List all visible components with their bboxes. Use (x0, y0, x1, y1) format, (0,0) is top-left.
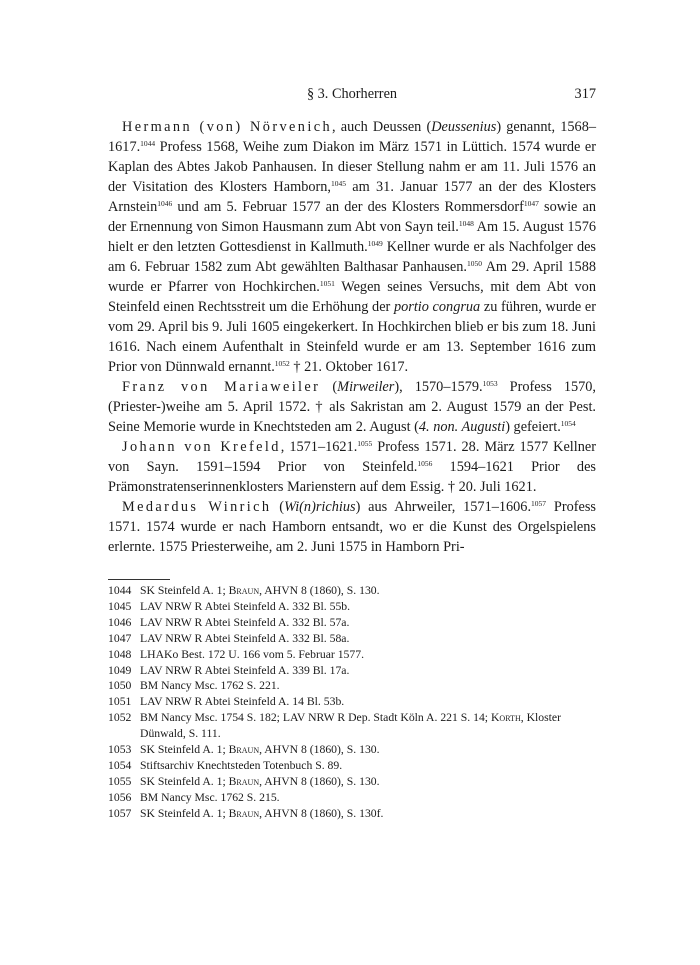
footnote-separator (108, 579, 170, 580)
footnote-number: 1055 (108, 774, 132, 788)
running-title: § 3. Chorherren (306, 86, 398, 102)
text-run: am 31. Januar 1577 an der des Klosters Arnstein (108, 179, 597, 215)
footnote-text (140, 806, 596, 822)
footnote-text (140, 742, 596, 758)
text-run: † 21. Oktober 1617. (289, 359, 409, 375)
footnote-number: 1057 (108, 806, 132, 820)
footnote-ref: 1050 (466, 259, 482, 268)
footnote (108, 631, 596, 647)
footnote-text (140, 583, 596, 599)
text-run: LHAKo Best. 172 U. 166 vom 5. Februar 1577. (140, 647, 364, 661)
text-run: SK Steinfeld A. 1; (140, 806, 229, 820)
text-run: Profess 1571. 28. März 1577 Kellner von Sayn. 1591–1594 Prior von Steinfeld. (108, 439, 596, 475)
text-run: ) gefeiert. (505, 419, 561, 435)
text-run: , 1571–1621. (280, 439, 358, 455)
text-run: Profess 1571. 1574 wurde er nach Hamborn entsandt, wo er die Kunst des Orgelspielens erlernte. 1575 Priesterweihe, am 2. Juni 1575 in Hamborn Pri- (108, 499, 596, 555)
text-run: Am 15. August 1576 hielt er den letzten Gottesdienst in Kallmuth. (108, 219, 597, 255)
footnote-text (140, 663, 596, 679)
text-run: LAV NRW R Abtei Steinfeld A. 332 Bl. 58a. (140, 631, 350, 645)
footnote (108, 647, 596, 663)
text-run: Am 29. April 1588 wurde er Pfarrer von Hochkirchen. (108, 259, 596, 295)
footnote (108, 678, 596, 694)
footnote-text (140, 774, 596, 790)
footnote-ref: 1057 (531, 499, 547, 508)
footnote (108, 599, 596, 615)
text-run: BM Nancy Msc. 1762 S. 221. (140, 679, 280, 693)
footnote (108, 663, 596, 679)
footnote-ref: 1054 (560, 419, 576, 428)
footnote-text (140, 678, 596, 694)
footnote-number: 1045 (108, 599, 132, 613)
paragraph-johann (108, 437, 596, 497)
footnote-text (140, 758, 596, 774)
italic-text: Deussenius (431, 119, 497, 135)
paragraph-hermann (108, 117, 596, 377)
footnote (108, 710, 596, 742)
text-run: ), 1570–1579. (394, 379, 483, 395)
footnote-ref: 1051 (319, 279, 335, 288)
footnote-text (140, 710, 596, 742)
text-run: und am 5. Februar 1577 an der des Klosters Rommersdorf (172, 199, 524, 215)
footnote-ref: 1056 (417, 459, 433, 468)
author-name: Korth (490, 711, 521, 725)
text-run: , auch Deussen ( (332, 119, 432, 135)
person-name: Johann von Krefeld (122, 439, 281, 455)
footnote (108, 615, 596, 631)
footnote-ref: 1044 (140, 139, 156, 148)
footnote (108, 806, 596, 822)
author-name: Braun (228, 774, 260, 788)
text-run: zu führen, wurde er vom 29. April bis 9. Juli 1605 eingekerkert. In Hochkirchen blieb er bis zum 18. Juni 1616. Nach einem Aufenthalt in Steinfeld wurde er am 13. September 1616 zum Prior von Dünnwald ernannt. (108, 299, 596, 375)
text-run: Profess 1570, (Priester-)weihe am 5. April 1572. † als Sakristan am 2. August 1579 an der Pest. Seine Memorie wurde in Knechtsteden am 2. August ( (108, 379, 596, 435)
text-run: LAV NRW R Abtei Steinfeld A. 14 Bl. 53b. (140, 695, 345, 709)
paragraph-franz (108, 377, 596, 437)
text-run: SK Steinfeld A. 1; (140, 743, 229, 757)
person-name: Hermann (von) Nörvenich (122, 119, 333, 135)
author-name: Braun (228, 743, 260, 757)
footnotes (108, 583, 596, 822)
text-run: , AHVN 8 (1860), S. 130. (259, 743, 380, 757)
text-run: Kellner wurde er als Nachfolger des am 6. Februar 1582 zum Abt gewählten Balthasar Panhausen. (108, 239, 596, 275)
text-run: sowie an der Ernennung von Simon Hausmann zum Abt von Sayn teil. (108, 199, 596, 235)
text-run: 1594–1621 Prior des Prämonstratenserinnenklosters Marienstern auf dem Essig. † 20. Juli 1621. (108, 459, 596, 495)
person-name: Franz von Mariaweiler (122, 379, 321, 395)
footnote-text (140, 599, 596, 615)
text-run: , AHVN 8 (1860), S. 130. (259, 584, 380, 597)
footnote-number: 1044 (108, 584, 132, 597)
person-name: Medardus Winrich (122, 499, 272, 515)
italic-text: portio congrua (393, 299, 481, 315)
text-run: ( (320, 379, 338, 395)
footnote-ref: 1046 (157, 199, 173, 208)
author-name: Braun (228, 806, 260, 820)
text-run: Wegen seines Versuchs, mit dem Abt von Steinfeld einen Rechtsstreit um die Erhöhung der (108, 279, 596, 315)
footnote-ref: 1055 (357, 439, 373, 448)
footnote-number: 1049 (108, 663, 132, 677)
text-run: BM Nancy Msc. 1762 S. 215. (140, 790, 280, 804)
italic-text: Wi(n)richius (284, 499, 356, 515)
footnote-number: 1047 (108, 631, 132, 645)
footnote-text (140, 615, 596, 631)
footnote-number: 1053 (108, 743, 132, 757)
italic-text: 4. non. Augusti (418, 419, 506, 435)
text-run: LAV NRW R Abtei Steinfeld A. 339 Bl. 17a. (140, 663, 350, 677)
paragraph-medardus (108, 497, 596, 557)
text-run: , AHVN 8 (1860), S. 130f. (259, 806, 384, 820)
footnote (108, 583, 596, 599)
footnote-ref: 1045 (330, 179, 346, 188)
footnote-text (140, 694, 596, 710)
text-run: BM Nancy Msc. 1754 S. 182; LAV NRW R Dep. Stadt Köln A. 221 S. 14; (140, 711, 491, 725)
footnote-number: 1046 (108, 615, 132, 629)
text-run: LAV NRW R Abtei Steinfeld A. 332 Bl. 55b. (140, 599, 351, 613)
text-run: ( (271, 499, 285, 515)
footnote-number: 1056 (108, 790, 132, 804)
footnote-number: 1054 (108, 758, 132, 772)
footnote-ref: 1052 (274, 359, 290, 368)
footnote (108, 790, 596, 806)
footnote-ref: 1048 (458, 219, 474, 228)
text-run: LAV NRW R Abtei Steinfeld A. 332 Bl. 57a. (140, 615, 350, 629)
footnote (108, 758, 596, 774)
italic-text: Mirweiler (337, 379, 395, 395)
page-number: 317 (574, 86, 596, 102)
footnote (108, 694, 596, 710)
text-run: Profess 1568, Weihe zum Diakon im März 1571 in Lüttich. 1574 wurde er Kaplan des Abtes Jakob Panhausen. In dieser Stellung nahm er am 11. Juli 1576 an der Visitation des Klosters Hamborn, (108, 139, 596, 195)
footnote-number: 1051 (108, 695, 132, 709)
footnote-number: 1048 (108, 647, 132, 661)
main-text (108, 117, 596, 557)
text-run: ) aus Ahrweiler, 1571–1606. (355, 499, 532, 515)
footnote (108, 742, 596, 758)
footnote-text (140, 631, 596, 647)
text-run: Stiftsarchiv Knechtsteden Totenbuch S. 89. (140, 758, 343, 772)
text-run: SK Steinfeld A. 1; (140, 774, 229, 788)
footnote-number: 1050 (108, 679, 132, 693)
footnote-ref: 1053 (482, 379, 498, 388)
footnote (108, 774, 596, 790)
footnote-text (140, 790, 596, 806)
footnote-text (140, 647, 596, 663)
footnote-ref: 1047 (523, 199, 539, 208)
text-run: , Kloster Dünwald, S. 111. (140, 711, 561, 741)
text-run: ) genannt, 1568–1617. (108, 119, 596, 155)
running-header (108, 86, 596, 108)
footnote-number: 1052 (108, 711, 132, 725)
text-run: , AHVN 8 (1860), S. 130. (259, 774, 380, 788)
author-name: Braun (228, 584, 260, 597)
text-run: SK Steinfeld A. 1; (140, 584, 229, 597)
footnote-ref: 1049 (367, 239, 383, 248)
